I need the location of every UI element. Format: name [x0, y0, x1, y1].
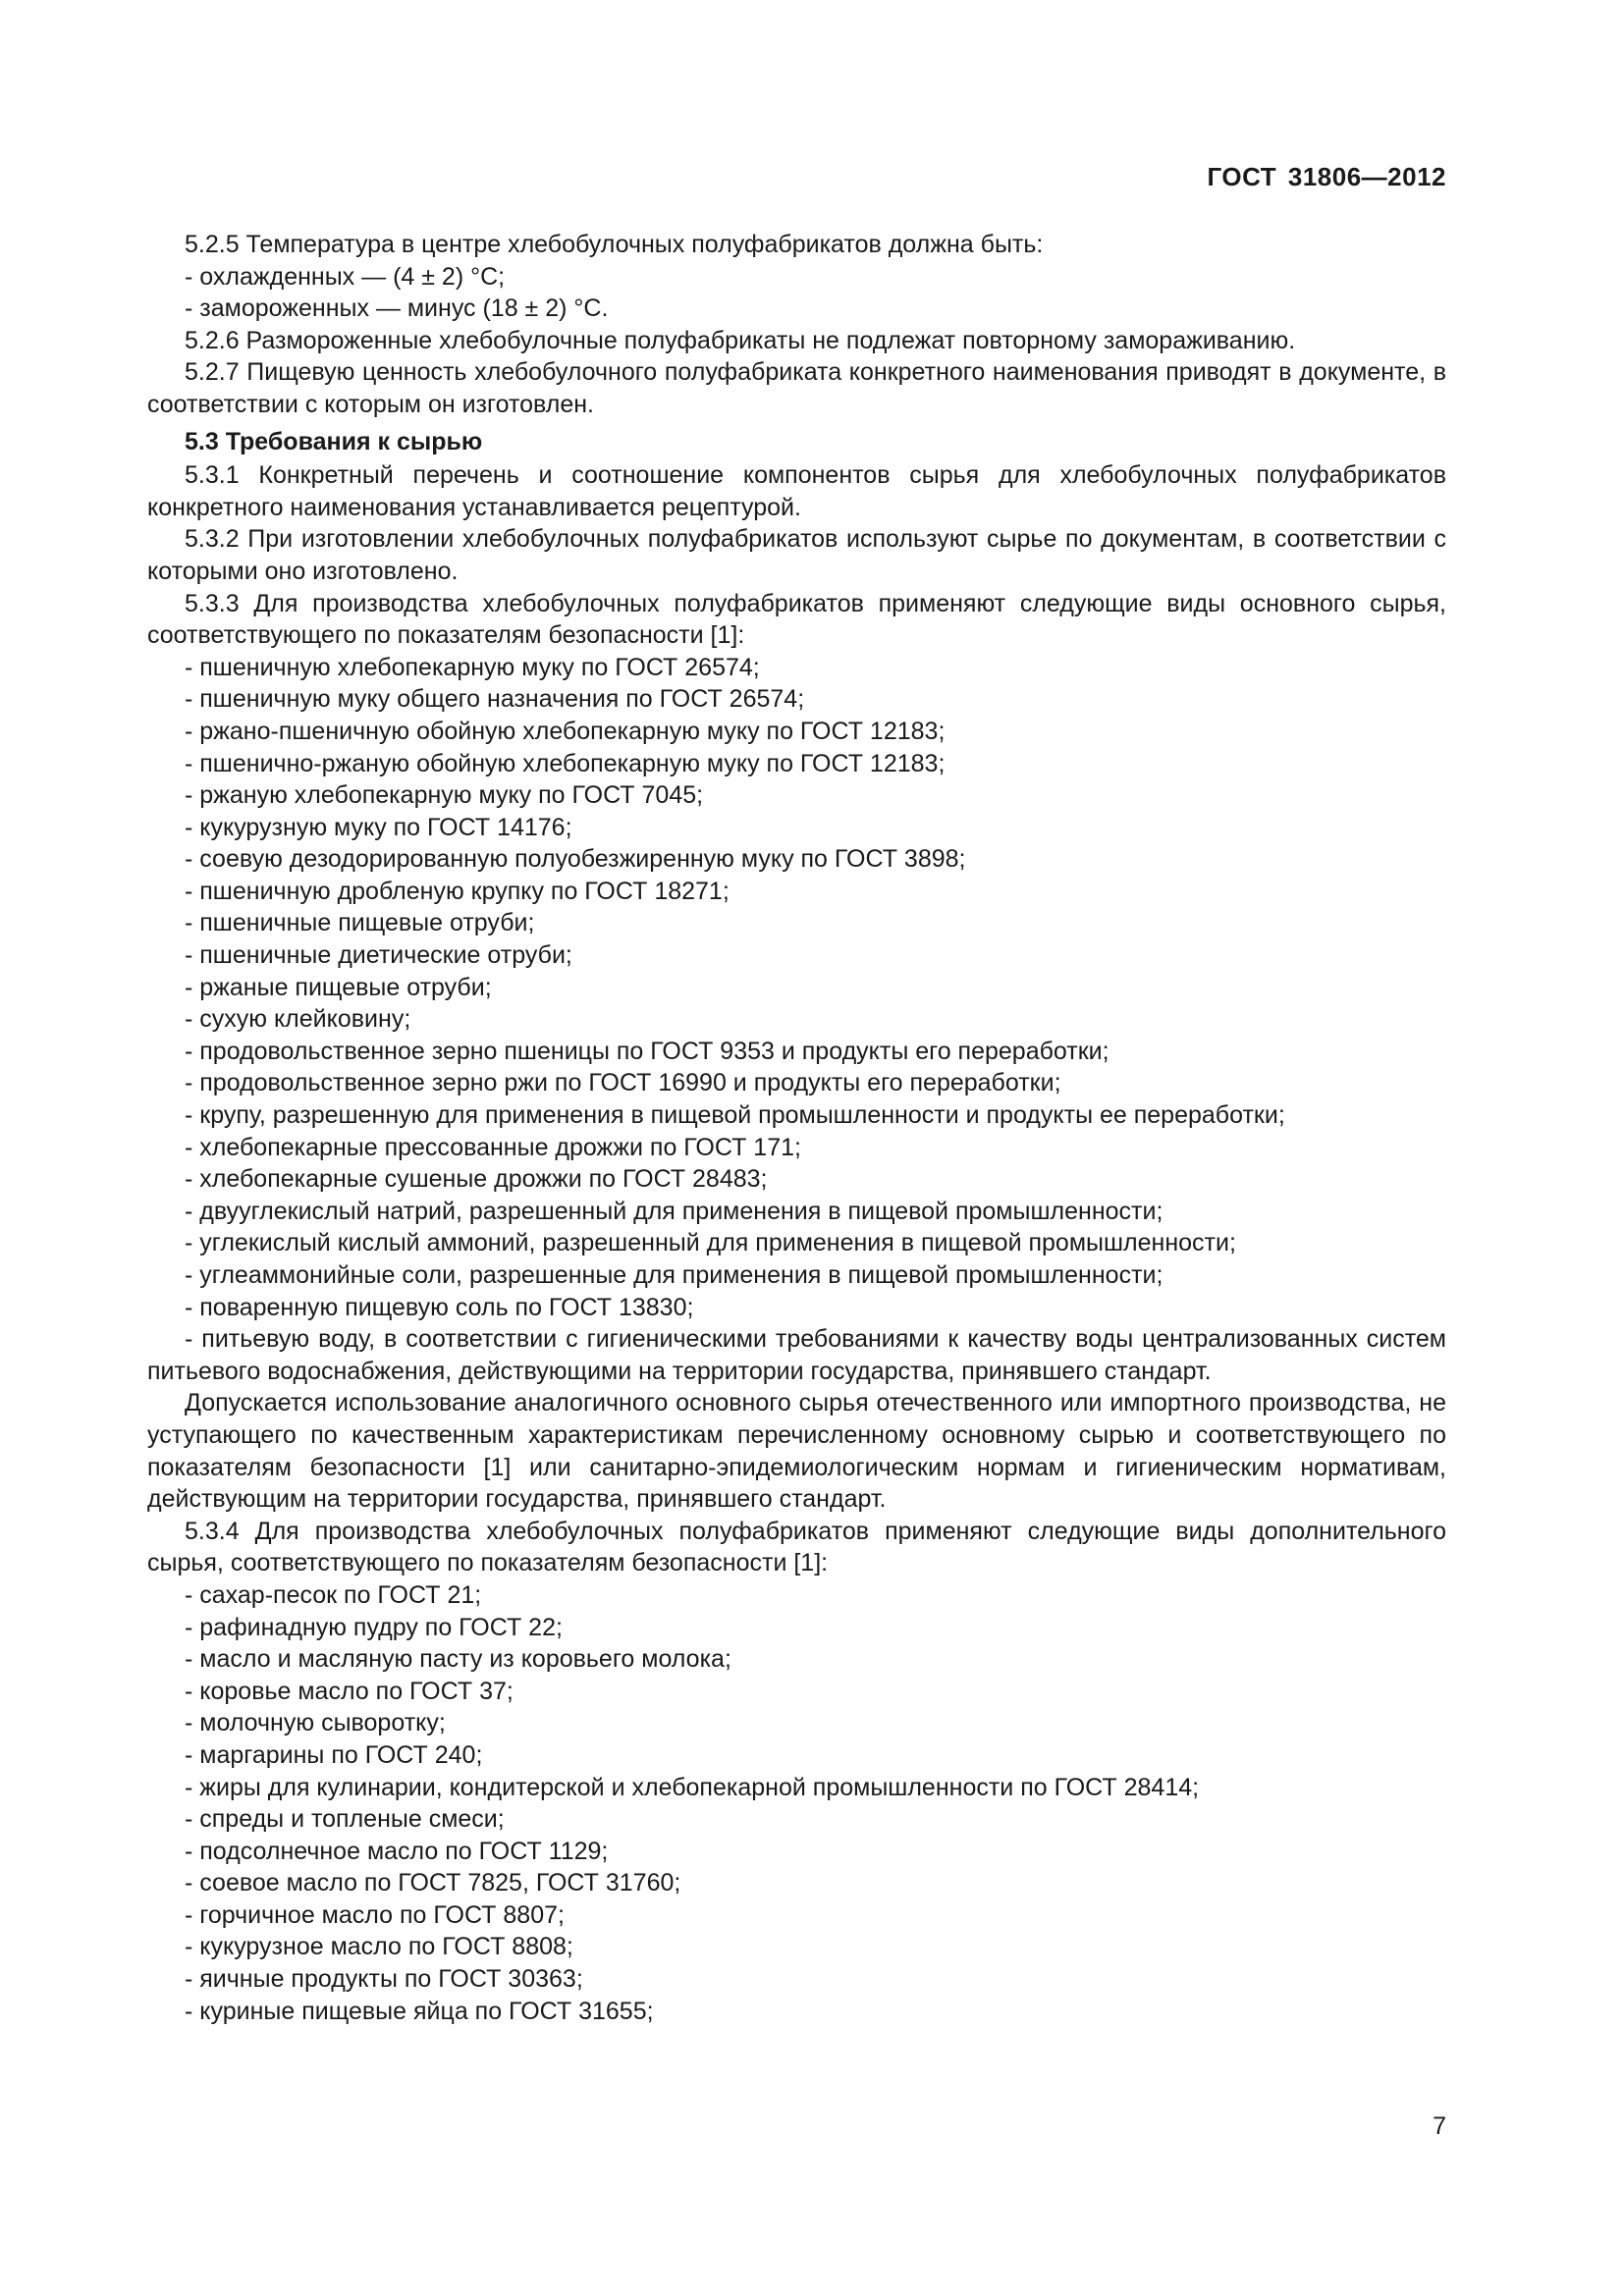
list-item: - ржано-пшеничную обойную хлебопекарную муку по ГОСТ 12183;	[185, 717, 946, 745]
list-item: - продовольственное зерно ржи по ГОСТ 16990 и продукты его переработки;	[185, 1069, 1061, 1097]
list-item: - ржаную хлебопекарную муку по ГОСТ 7045;	[185, 781, 704, 810]
list-item: - пшенично-ржаную обойную хлебопекарную муку по ГОСТ 12183;	[185, 749, 946, 777]
list-item: - сахар-песок по ГОСТ 21;	[185, 1580, 482, 1609]
additional-raw-materials-list	[147, 1579, 1446, 2027]
basic-raw-materials-list	[147, 652, 1446, 1323]
allowance-paragraph: Допускается использование аналогичного основного сырья отечественного или импортного производства, не уступающего по качественным характеристикам перечисленному основному сырью и соответствующего по показателям безопасности [1] или санитарно-эпидемиологическим нормам и гигиеническим нормативам, действующим на территории государства, принявшего стандарт.	[147, 1389, 1446, 1514]
list-item: - яичные продукты по ГОСТ 30363;	[185, 1965, 583, 1994]
section-heading-5-3: 5.3 Требования к сырью	[185, 427, 483, 455]
list-item: - маргарины по ГОСТ 240;	[185, 1740, 483, 1769]
list-item: - пшеничную дробленую крупку по ГОСТ 18271;	[185, 877, 730, 905]
list-item: - охлажденных — (4 ± 2) °С;	[185, 262, 506, 291]
list-item: - углекислый кислый аммоний, разрешенный для применения в пищевой промышленности;	[185, 1229, 1236, 1257]
clause-5-3-3: 5.3.3 Для производства хлебобулочных полуфабрикатов применяют следующие виды основного сырья, соответствующего по показателям безопасности [1]:	[147, 589, 1446, 650]
list-item: - сухую клейковину;	[185, 1005, 411, 1034]
list-item: - двууглекислый натрий, разрешенный для применения в пищевой промышленности;	[185, 1197, 1163, 1225]
list-item: - подсолнечное масло по ГОСТ 1129;	[185, 1837, 609, 1865]
list-item: - поваренную пищевую соль по ГОСТ 13830;	[185, 1293, 694, 1321]
list-item: - крупу, разрешенную для применения в пищевой промышленности и продукты ее переработки;	[185, 1101, 1285, 1130]
document-body	[147, 229, 1446, 2027]
list-item: - кукурузную муку по ГОСТ 14176;	[185, 813, 572, 841]
list-item: - масло и масляную пасту из коровьего молока;	[185, 1645, 731, 1674]
clause-5-2-5-list	[147, 261, 1446, 325]
list-item: - пшеничные диетические отруби;	[185, 941, 572, 970]
list-item: - пшеничные пищевые отруби;	[185, 909, 535, 937]
list-item: - ржаные пищевые отруби;	[185, 973, 492, 1001]
clause-5-2-6: 5.2.6 Размороженные хлебобулочные полуфабрикаты не подлежат повторному замораживанию.	[185, 326, 1296, 354]
drinking-water-item: - питьевую воду, в соответствии с гигиеническими требованиями к качеству воды централизованных систем питьевого водоснабжения, действующими на территории государства, принявшего стандарт.	[147, 1325, 1446, 1385]
page-number: 7	[1433, 2112, 1446, 2140]
list-item: - хлебопекарные прессованные дрожжи по ГОСТ 171;	[185, 1133, 801, 1161]
list-item: - рафинадную пудру по ГОСТ 22;	[185, 1613, 563, 1641]
list-item: - углеаммонийные соли, разрешенные для применения в пищевой промышленности;	[185, 1261, 1163, 1289]
list-item: - спреды и топленые смеси;	[185, 1805, 505, 1834]
clause-5-2-5: 5.2.5 Температура в центре хлебобулочных полуфабрикатов должна быть:	[185, 231, 1044, 258]
list-item: - пшеничную муку общего назначения по ГОСТ 26574;	[185, 685, 805, 714]
list-item: - коровье масло по ГОСТ 37;	[185, 1677, 514, 1705]
list-item: - кукурузное масло по ГОСТ 8808;	[185, 1933, 573, 1961]
document-id-header: ГОСТ 31806—2012	[1207, 162, 1446, 191]
list-item: - молочную сыворотку;	[185, 1709, 446, 1737]
list-item: - пшеничную хлебопекарную муку по ГОСТ 26574;	[185, 653, 760, 681]
clause-5-3-2: 5.3.2 При изготовлении хлебобулочных полуфабрикатов используют сырье по документам, в соответствии с которыми оно изготовлено.	[147, 525, 1446, 585]
list-item: - соевое масло по ГОСТ 7825, ГОСТ 31760;	[185, 1869, 681, 1897]
list-item: - продовольственное зерно пшеницы по ГОСТ 9353 и продукты его переработки;	[185, 1037, 1109, 1065]
clause-5-3-1: 5.3.1 Конкретный перечень и соотношение компонентов сырья для хлебобулочных полуфабрикатов конкретного наименования устанавливается рецептурой.	[147, 461, 1446, 521]
list-item: - хлебопекарные сушеные дрожжи по ГОСТ 28483;	[185, 1165, 768, 1194]
list-item: - замороженных — минус (18 ± 2) °С.	[185, 294, 609, 323]
clause-5-3-4: 5.3.4 Для производства хлебобулочных полуфабрикатов применяют следующие виды дополнительного сырья, соответствующего по показателям безопасности [1]:	[147, 1517, 1446, 1577]
list-item: - жиры для кулинарии, кондитерской и хлебопекарной промышленности по ГОСТ 28414;	[185, 1773, 1200, 1801]
list-item: - соевую дезодорированную полуобезжиренную муку по ГОСТ 3898;	[185, 845, 966, 874]
list-item: - горчичное масло по ГОСТ 8807;	[185, 1900, 565, 1929]
list-item: - куриные пищевые яйца по ГОСТ 31655;	[185, 1997, 654, 2025]
clause-5-2-7: 5.2.7 Пищевую ценность хлебобулочного полуфабриката конкретного наименования приводят в документе, в соответствии с которым он изготовлен.	[147, 358, 1446, 418]
